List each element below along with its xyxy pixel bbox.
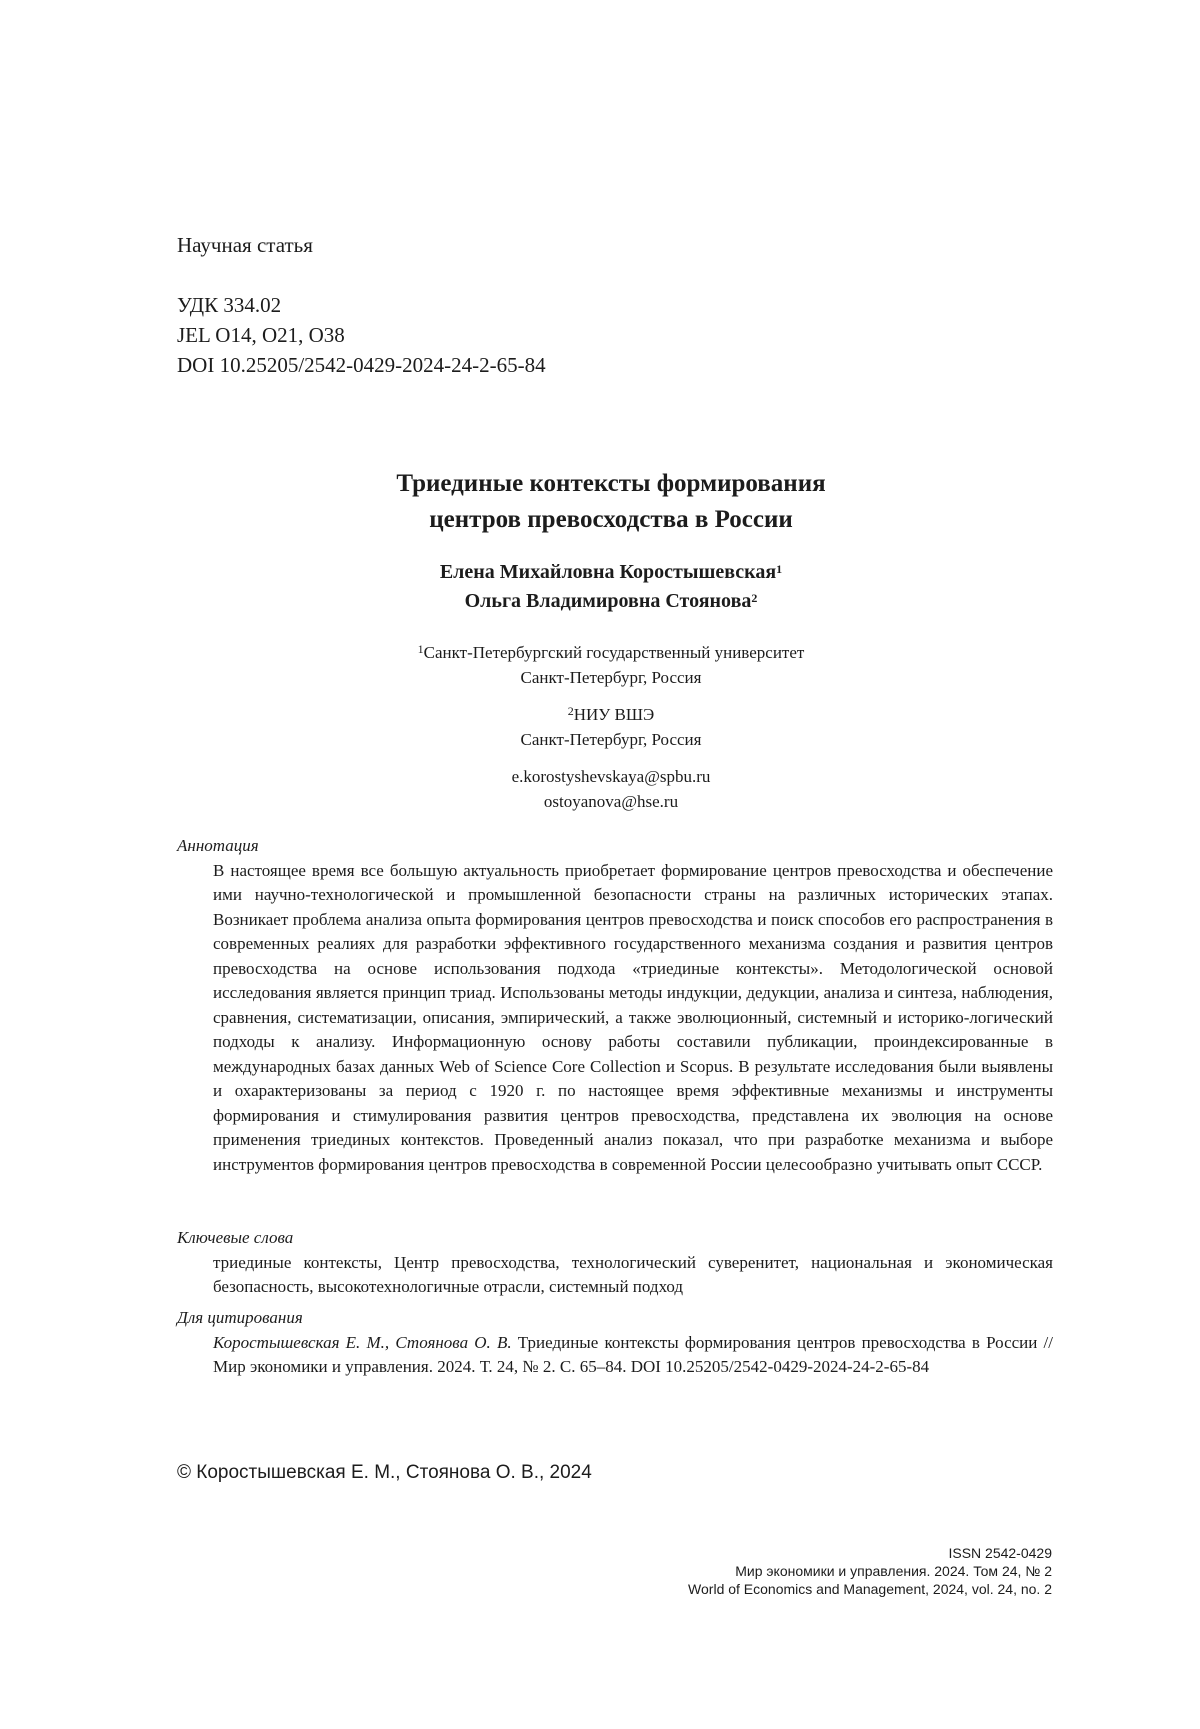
citation-authors: Коростышевская Е. М., Стоянова О. В. <box>213 1332 512 1352</box>
affiliation-org: Санкт-Петербургский государственный университет <box>423 643 805 662</box>
affiliation-mark: 2 <box>567 704 574 718</box>
jel-codes: JEL O14, O21, O38 <box>177 323 345 347</box>
author-affiliation-mark: 2 <box>751 591 758 605</box>
keywords-text: триединые контексты, Центр превосходства, технологический суверенитет, национальная и экономическая безопасность, высокотехнологичные отрасли, системный подход <box>213 1252 1053 1296</box>
author-name: Елена Михайловна Коростышевская <box>439 561 777 583</box>
author-emails <box>177 764 1045 814</box>
article-title <box>177 466 1045 538</box>
issn: ISSN 2542-0429 <box>948 1545 1052 1561</box>
affiliation-1 <box>177 640 1045 690</box>
udc-code: УДК 334.02 <box>177 293 282 317</box>
journal-name-ru: Мир экономики и управления. 2024. Том 24, № 2 <box>735 1563 1052 1579</box>
author-2 <box>177 587 1045 616</box>
citation-reference: Триединые контексты формирования центров превосходства в России // Мир экономики и управления. 2024. Т. 24, № 2. С. 65–84. DOI 10.25205/2542-0429-2024-24-2-65-84 <box>213 1332 1053 1376</box>
affiliation-mark: 1 <box>417 642 424 656</box>
email-1[interactable]: e.korostyshevskaya@spbu.ru <box>511 767 711 786</box>
author-1 <box>177 558 1045 587</box>
abstract-section <box>177 834 1053 1177</box>
journal-name-en: World of Economics and Management, 2024, vol. 24, no. 2 <box>688 1581 1052 1597</box>
copyright: © Коростышевская Е. М., Стоянова О. В., 2024 <box>177 1462 592 1483</box>
citation-text <box>213 1331 1053 1380</box>
title-line-1: Триединые контексты формирования <box>396 470 826 497</box>
affiliation-org: НИУ ВШЭ <box>573 705 655 724</box>
keywords-section <box>177 1226 1053 1300</box>
abstract-label: Аннотация <box>177 836 259 855</box>
title-block <box>177 466 1045 814</box>
keywords-label: Ключевые слова <box>177 1228 294 1247</box>
citation-section <box>177 1306 1053 1380</box>
article-type: Научная статья <box>177 233 313 257</box>
authors <box>177 558 1045 616</box>
abstract-text: В настоящее время все большую актуальность приобретает формирование центров превосходства и обеспечение ими научно-технологической и промышленной безопасности страны на различных исторических этапах. Возникает проблема анализа опыта формирования центров превосходства и поиск способов его распространения в современных реалиях для разработки эффективного государственного механизма создания и развития центров превосходства на основе использования подхода «триединые контексты». Методологической основой исследования является принцип триад. Использованы методы индукции, дедукции, анализа и синтеза, наблюдения, сравнения, систематизации, описания, эмпирический, а также эволюционный, системный и историко-логический подходы к анализу. Информационную основу работы составили публикации, проиндексированные в международных базах данных Web of Science Core Collection и Scopus. В результате исследования были выявлены и охарактеризованы за период с 1920 г. по настоящее время эффективные механизмы и инструменты формирования и стимулирования развития центров превосходства, представлена их эволюция на основе применения триединых контекстов. Проведенный анализ показал, что при разработке механизма и выборе инструментов формирования центров превосходства в современной России целесообразно учитывать опыт СССР. <box>213 860 1053 1174</box>
affiliation-2 <box>177 702 1045 752</box>
author-affiliation-mark: 1 <box>776 562 783 576</box>
email-2[interactable]: ostoyanova@hse.ru <box>543 792 679 811</box>
doi: DOI 10.25205/2542-0429-2024-24-2-65-84 <box>177 353 546 377</box>
affiliation-city: Санкт-Петербург, Россия <box>520 668 702 687</box>
journal-footer <box>688 1544 1052 1598</box>
citation-label: Для цитирования <box>177 1308 303 1327</box>
article-metadata <box>177 230 546 380</box>
author-name: Ольга Владимировна Стоянова <box>464 590 752 612</box>
title-line-2: центров превосходства в России <box>429 506 793 533</box>
affiliation-city: Санкт-Петербург, Россия <box>520 730 702 749</box>
